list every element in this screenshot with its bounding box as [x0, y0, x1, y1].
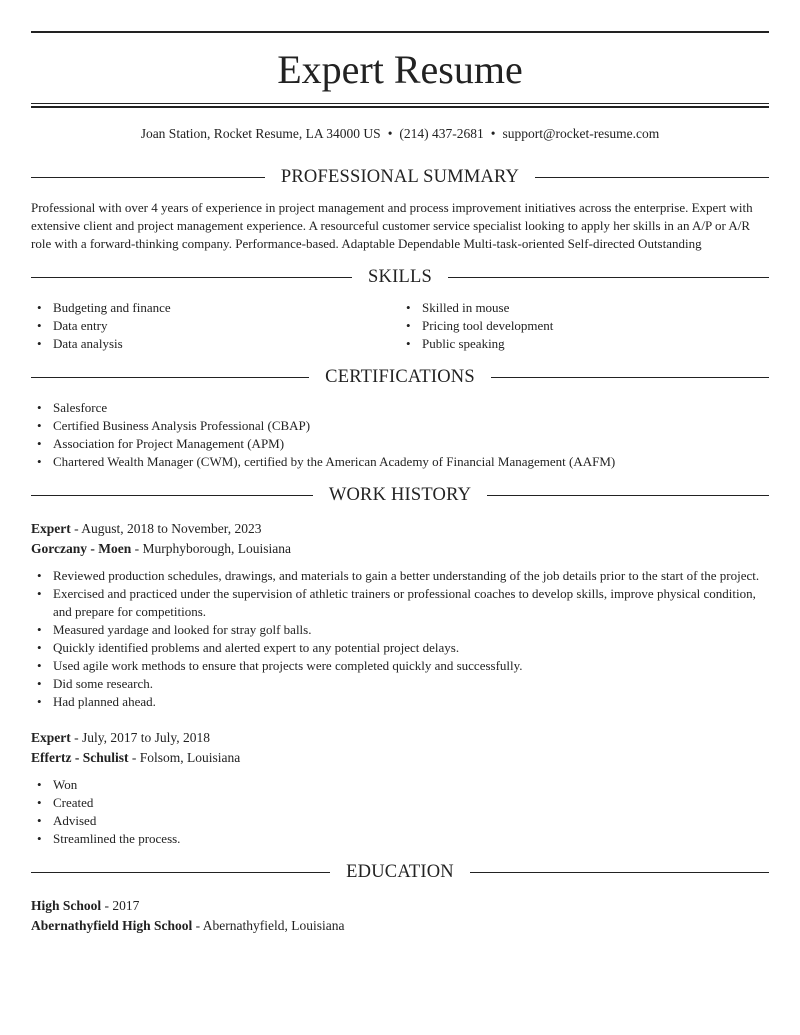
list-item: • Reviewed production schedules, drawings, and materials to gain a better understanding of the job details prior to the start of the project. — [31, 567, 769, 585]
summary-text: Professional with over 4 years of experience in project management and process improvement initiatives across the enterprise. Expert with extensive client and project management experience. A resourceful customer service specialist looking to apply her skills in an A/P or A/R role with a forward-thinking company. Performance-based. Adaptable Dependable Multi-task-oriented Self-directed Outstanding — [31, 200, 753, 251]
list-item: • Created — [31, 794, 769, 812]
certifications-list — [31, 399, 769, 471]
job-bullets — [31, 776, 769, 848]
list-item: • Chartered Wealth Manager (CWM), certified by the American Academy of Financial Management (AAFM) — [31, 453, 769, 471]
top-rule — [31, 31, 769, 33]
job-bullets — [31, 567, 769, 711]
resume-page — [31, 31, 769, 936]
list-item: • Salesforce — [31, 399, 769, 417]
list-item: • Association for Project Management (APM) — [31, 435, 769, 453]
contact-line: Joan Station, Rocket Resume, LA 34000 US • (214) 437-2681 • support@rocket-resume.com — [140, 126, 660, 141]
list-item: • Public speaking — [400, 335, 769, 353]
address: Joan Station, Rocket Resume, LA 34000 US — [140, 126, 381, 141]
phone: (214) 437-2681 — [399, 126, 484, 141]
list-item: • Measured yardage and looked for stray golf balls. — [31, 621, 769, 639]
education-entry: High School - 2017 Abernathyfield High School - Abernathyfield, Louisiana — [31, 898, 345, 933]
list-item: • Did some research. — [31, 675, 769, 693]
section-heading-summary: PROFESSIONAL SUMMARY — [31, 165, 769, 189]
section-heading-work: WORK HISTORY — [31, 483, 769, 507]
section-heading-skills: SKILLS — [31, 265, 769, 289]
list-item: • Exercised and practiced under the supervision of athletic trainers or professional coaches to develop skills, improve physical condition, and prepare for competitions. — [31, 585, 769, 621]
list-item: • Had planned ahead. — [31, 693, 769, 711]
section-heading-education: EDUCATION — [31, 860, 769, 884]
job-header: Expert - July, 2017 to July, 2018 Effertz - Schulist - Folsom, Louisiana — [31, 730, 241, 765]
list-item: • Budgeting and finance — [31, 299, 400, 317]
page-title: Expert Resume — [277, 47, 523, 92]
list-item: • Streamlined the process. — [31, 830, 769, 848]
list-item: • Used agile work methods to ensure that projects were completed quickly and successfully. — [31, 657, 769, 675]
list-item: • Advised — [31, 812, 769, 830]
list-item: • Data analysis — [31, 335, 400, 353]
list-item: • Skilled in mouse — [400, 299, 769, 317]
list-item: • Certified Business Analysis Professional (CBAP) — [31, 417, 769, 435]
email: support@rocket-resume.com — [502, 126, 660, 141]
skills-list — [31, 289, 769, 353]
section-heading-certifications: CERTIFICATIONS — [31, 365, 769, 389]
job-header: Expert - August, 2018 to November, 2023 Gorczany - Moen - Murphyborough, Louisiana — [31, 521, 291, 556]
list-item: • Quickly identified problems and alerted expert to any potential project delays. — [31, 639, 769, 657]
list-item: • Data entry — [31, 317, 400, 335]
list-item: • Pricing tool development — [400, 317, 769, 335]
list-item: • Won — [31, 776, 769, 794]
